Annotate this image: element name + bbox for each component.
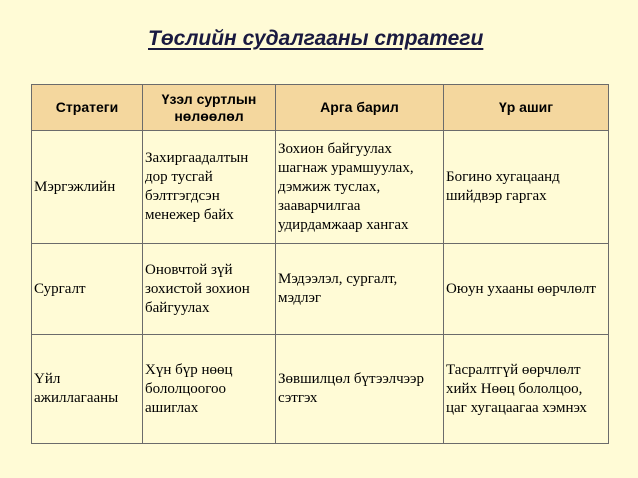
cell-influence: Захиргаадалтын дор тусгай бэлтгэгдсэн менежер байх — [143, 131, 276, 244]
cell-approach: Зохион байгуулах шагнаж урамшуулах, дэмжиж туслах, зааварчилгаа удирдамжаар хангах — [276, 131, 444, 244]
cell-influence: Хүн бүр нөөц бололцоогоо ашиглах — [143, 335, 276, 444]
table-header-row — [32, 85, 609, 131]
slide-title: Төслийн судалгааны стратеги — [148, 27, 484, 50]
strategy-table — [31, 84, 609, 444]
header-benefit: Үр ашиг — [444, 85, 609, 131]
cell-approach: Зөвшилцөл бүтээлчээр сэтгэх — [276, 335, 444, 444]
cell-benefit: Богино хугацаанд шийдвэр гаргах — [444, 131, 609, 244]
cell-benefit: Тасралтгүй өөрчлөлт хийх Нөөц бололцоо, цаг хугацаагаа хэмнэх — [444, 335, 609, 444]
cell-benefit: Оюун ухааны өөрчлөлт — [444, 244, 609, 335]
header-approach: Арга барил — [276, 85, 444, 131]
cell-strategy: Үйл ажиллагааны — [32, 335, 143, 444]
cell-strategy: Мэргэжлийн — [32, 131, 143, 244]
table-row — [32, 335, 609, 444]
cell-approach: Мэдээлэл, сургалт, мэдлэг — [276, 244, 444, 335]
cell-strategy: Сургалт — [32, 244, 143, 335]
cell-influence: Оновчтой зүй зохистой зохион байгуулах — [143, 244, 276, 335]
header-influence: Үзэл суртлын нөлөөлөл — [143, 85, 276, 131]
header-strategy: Стратеги — [32, 85, 143, 131]
table-row — [32, 131, 609, 244]
table-row — [32, 244, 609, 335]
